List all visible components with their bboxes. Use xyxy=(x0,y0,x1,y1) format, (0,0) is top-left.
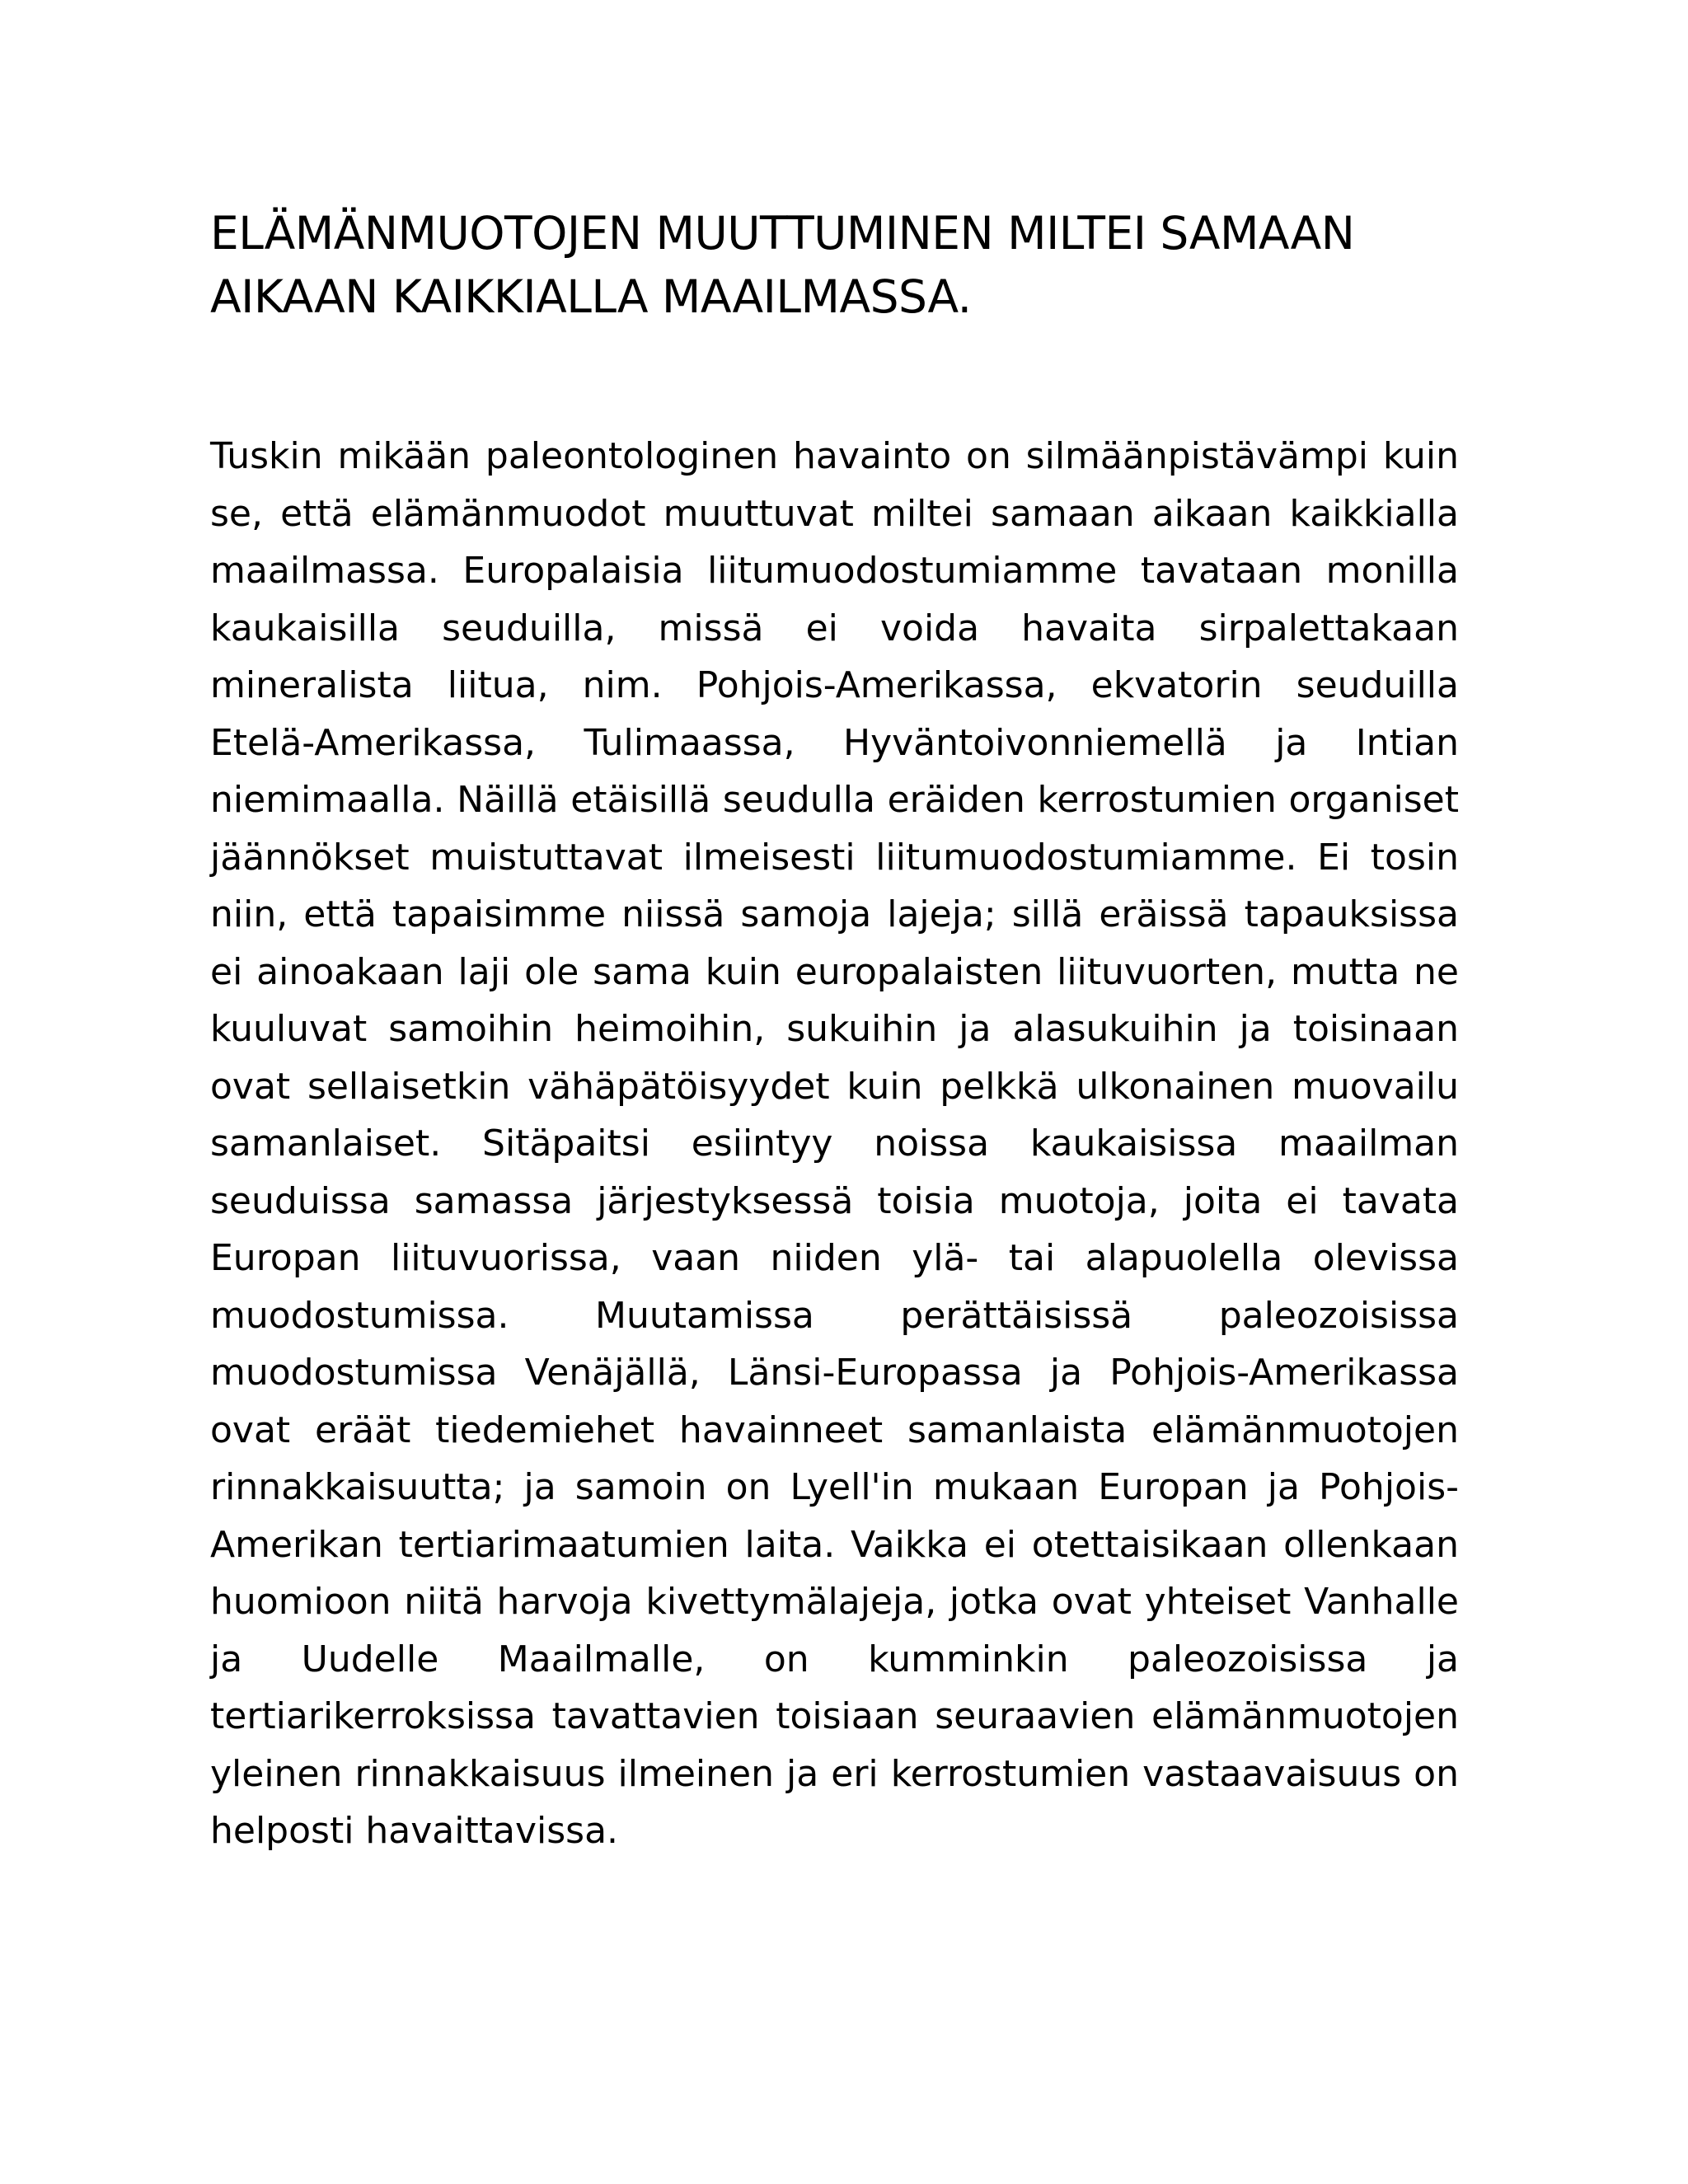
body-paragraph: Tuskin mikään paleontologinen havainto on silmäänpistävämpi kuin se, että elämänmuodot muuttuvat miltei samaan aikaan kaikkialla maailmassa. Europalaisia liitumuodostumiamme tavataan monilla kaukaisilla seuduilla, missä ei voida havaita sirpalettakaan mineralista liitua, nim. Pohjois-Amerikassa, ekvatorin seuduilla Etelä-Amerikassa, Tulimaassa, Hyväntoivonniemellä ja Intian niemimaalla. Näillä etäisillä seudulla eräiden kerrostumien organiset jäännökset muistuttavat ilmeisesti liitumuodostumiamme. Ei tosin niin, että tapaisimme niissä samoja lajeja; sillä eräissä tapauksissa ei ainoakaan laji ole sama kuin europalaisten liituvuorten, mutta ne kuuluvat samoihin heimoihin, sukuihin ja alasukuihin ja toisinaan ovat sellaisetkin vähäpätöisyydet kuin pelkkä ulkonainen muovailu samanlaiset. Sitäpaitsi esiintyy noissa kaukaisissa maailman seuduissa samassa järjestyksessä toisia muotoja, joita ei tavata Europan liituvuorissa, vaan niiden ylä- tai alapuolella olevissa muodostumissa. Muutamissa perättäisissä paleozoisissa muodostumissa Venäjällä, Länsi-Europassa ja Pohjois-Amerikassa ovat eräät tiedemiehet havainneet samanlaista elämänmuotojen rinnakkaisuutta; ja samoin on Lyell'in mukaan Europan ja Pohjois-Amerikan tertiarimaatumien laita. Vaikka ei otettaisikaan ollenkaan huomioon niitä harvoja kivettymälajeja, jotka ovat yhteiset Vanhalle ja Uudelle Maailmalle, on kumminkin paleozoisissa ja tertiarikerroksissa tavattavien toisiaan seuraavien elämänmuotojen yleinen rinnakkaisuus ilmeinen ja eri kerrostumien vastaavaisuus on helposti havaittavissa. xyxy=(210,435,1459,1852)
chapter-title xyxy=(210,202,1459,329)
chapter-title-line-1: ELÄMÄNMUOTOJEN MUUTTUMINEN MILTEI SAMAAN xyxy=(210,207,1355,260)
chapter-title-line-2: AIKAAN KAIKKIALLA MAAILMASSA. xyxy=(210,270,972,323)
document-content xyxy=(210,202,1459,1860)
